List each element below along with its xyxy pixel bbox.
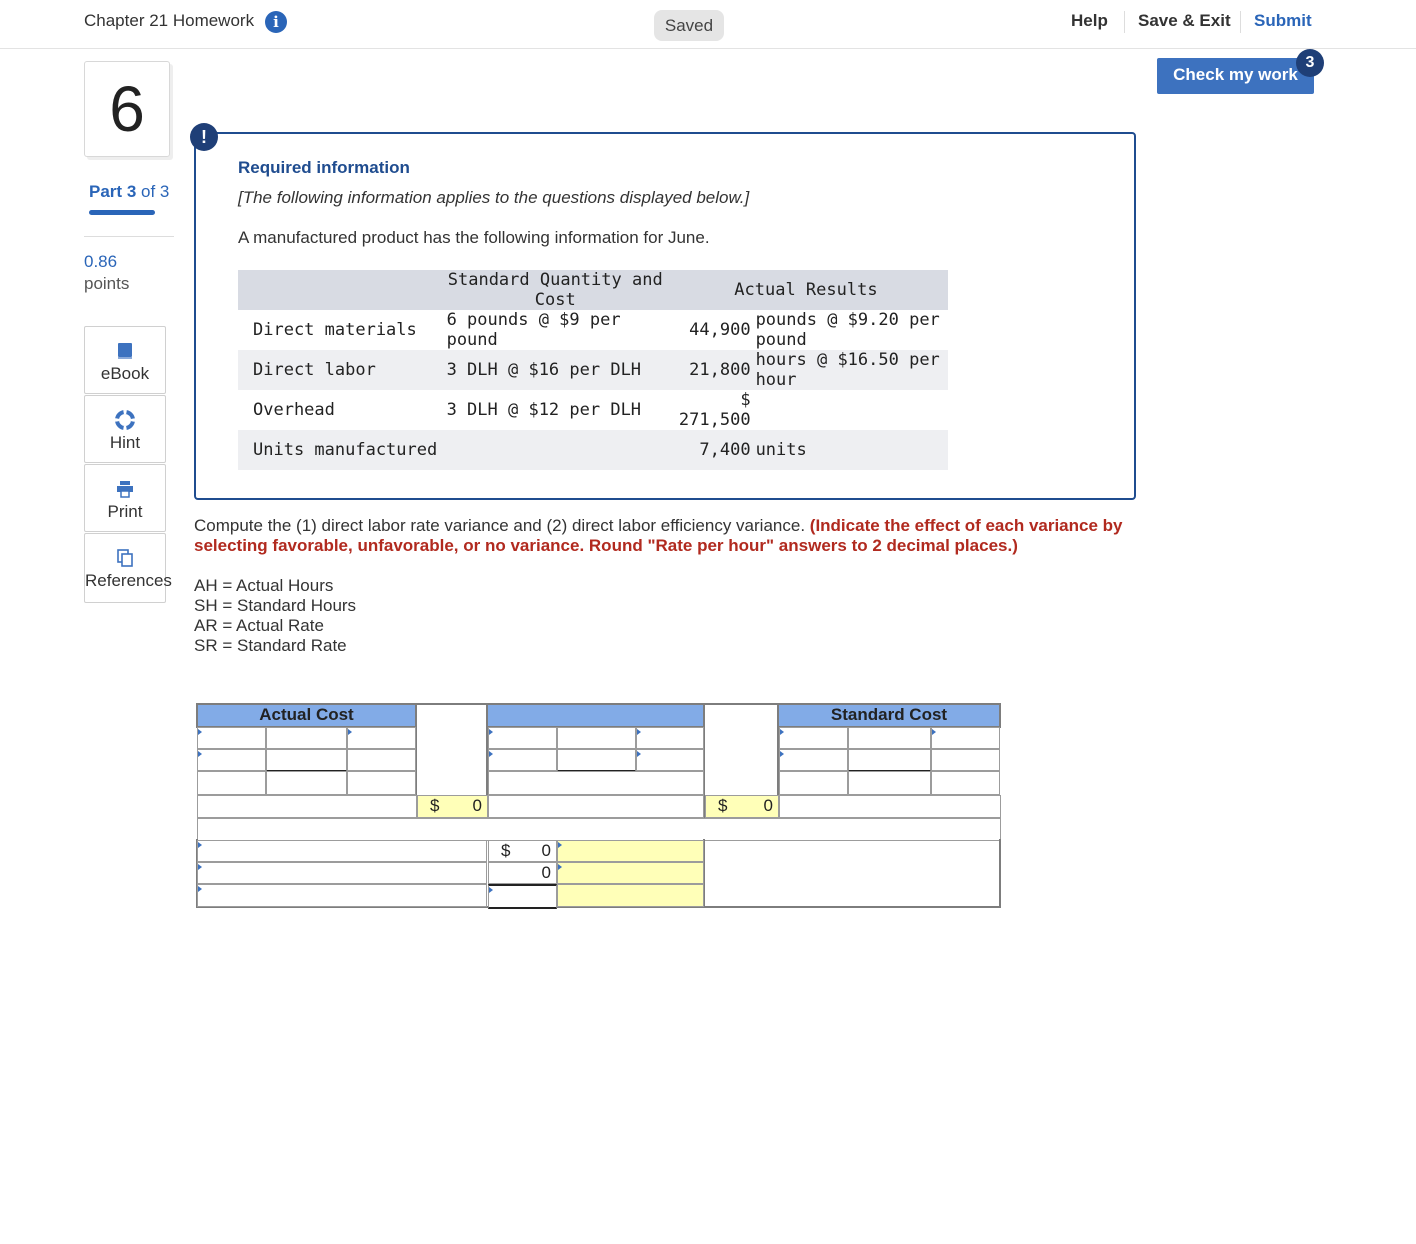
question-prompt (194, 516, 1134, 556)
row-item: Direct materials (253, 320, 417, 340)
sidebar-divider (84, 236, 174, 237)
question-number: 6 (84, 61, 170, 157)
dropdown-marker-icon (489, 729, 493, 735)
middle-total-value: 0 (763, 796, 773, 815)
ar-input[interactable] (266, 749, 347, 772)
dropdown-marker-icon (558, 864, 562, 870)
dropdown-marker-icon (489, 887, 493, 893)
table-row (238, 390, 948, 430)
ah-input[interactable] (266, 727, 347, 749)
standard-spacer (931, 771, 1000, 795)
sh-select[interactable] (779, 727, 848, 749)
check-attempts-badge: 3 (1296, 49, 1324, 77)
total-variance-effect-select[interactable] (557, 884, 704, 907)
table-row (238, 310, 948, 350)
hint-button[interactable] (84, 395, 166, 463)
currency-symbol: $ (501, 841, 511, 860)
row-actual-desc: hours @ $16.50 per hour (756, 350, 948, 390)
mid-rate-label-select[interactable] (488, 749, 557, 771)
question-text: Compute the (1) direct labor rate variance and (2) direct labor efficiency variance. (194, 516, 806, 535)
print-label: Print (107, 502, 143, 521)
rate-variance-label-select[interactable] (197, 840, 487, 862)
alert-icon: ! (190, 123, 218, 151)
ah-select[interactable] (197, 727, 266, 749)
save-exit-link[interactable]: Save & Exit (1138, 11, 1231, 30)
middle-header (486, 703, 705, 728)
dropdown-marker-icon (637, 751, 641, 757)
points-label: points (84, 274, 130, 293)
standard-spacer (779, 771, 848, 795)
abbreviation-ar: AR = Actual Rate (194, 616, 324, 635)
table-header-standard: Standard Quantity and Cost (447, 270, 663, 310)
actual-spacer (266, 771, 347, 795)
printer-icon (115, 479, 135, 499)
row-standard: 3 DLH @ $12 per DLH (446, 400, 642, 420)
middle-total-cell (705, 795, 779, 818)
hint-label: Hint (109, 433, 141, 452)
abbreviation-sh: SH = Standard Hours (194, 596, 357, 615)
question-instruction: (Indicate the effect of each variance by selecting favorable, unfavorable, or no variance. Round "Rate per hour" answers to 2 decimal places.) (194, 516, 1123, 555)
rate-variance-effect-select[interactable] (557, 840, 704, 862)
assignment-title: Chapter 21 Homework (84, 11, 255, 30)
dropdown-marker-icon (198, 842, 202, 848)
required-info-intro: A manufactured product has the following information for June. (238, 228, 710, 247)
currency-symbol: $ (718, 796, 728, 815)
variance-worksheet (196, 703, 1001, 908)
help-link[interactable]: Help (1071, 11, 1108, 30)
mid-rate-select[interactable] (636, 727, 704, 749)
row-item: Overhead (253, 400, 335, 420)
row-standard: 6 pounds @ $9 per pound (446, 310, 621, 350)
row-actual-qty: 44,900 (689, 320, 751, 340)
sr-select[interactable] (931, 727, 1000, 749)
row-standard: 3 DLH @ $16 per DLH (447, 350, 664, 390)
ar-label-select[interactable] (197, 749, 266, 771)
row-item: Direct labor (238, 350, 447, 390)
sr-unit-select[interactable] (931, 749, 1000, 771)
ar-unit-select[interactable] (347, 749, 416, 771)
actual-spacer (347, 771, 416, 795)
sr-label-select[interactable] (779, 749, 848, 771)
book-icon (115, 341, 135, 361)
ar-select[interactable] (347, 727, 416, 749)
actual-total-cell (417, 795, 488, 818)
table-row (238, 350, 948, 390)
dropdown-marker-icon (198, 751, 202, 757)
dropdown-marker-icon (637, 729, 641, 735)
dropdown-marker-icon (932, 729, 936, 735)
row-actual-qty: 7,400 (664, 430, 756, 470)
table-row (238, 430, 948, 470)
part-progress-bar (89, 210, 155, 215)
ebook-button[interactable] (84, 326, 166, 394)
rate-variance-amount[interactable] (488, 840, 557, 862)
efficiency-variance-amount[interactable] (488, 862, 557, 884)
dropdown-marker-icon (198, 886, 202, 892)
total-variance-amount[interactable] (488, 884, 557, 909)
copy-icon (115, 548, 135, 568)
mid-qty-input[interactable] (557, 727, 636, 749)
actual-cost-header: Actual Cost (196, 703, 417, 728)
table-header-actual: Actual Results (664, 270, 948, 310)
part-current: 3 (126, 182, 137, 201)
points-value: 0.86 (84, 252, 118, 271)
required-info-note: [The following information applies to the questions displayed below.] (238, 188, 750, 207)
currency-symbol: $ (430, 796, 440, 815)
submit-link[interactable]: Submit (1254, 11, 1312, 30)
dropdown-marker-icon (558, 842, 562, 848)
efficiency-variance-label-select[interactable] (197, 862, 487, 884)
table-header-row (238, 270, 948, 310)
mid-rate-input[interactable] (557, 749, 636, 772)
actual-spacer (197, 771, 266, 795)
part-indicator (89, 182, 169, 202)
dropdown-marker-icon (198, 729, 202, 735)
mid-qty-select[interactable] (488, 727, 557, 749)
part-prefix: Part (89, 182, 123, 201)
row-actual-qty: $ 271,500 (678, 390, 751, 430)
dropdown-marker-icon (348, 729, 352, 735)
mid-unit-select[interactable] (636, 749, 704, 771)
part-total: of 3 (141, 182, 170, 201)
sh-input[interactable] (848, 727, 931, 749)
sr-input[interactable] (848, 749, 931, 772)
worksheet-spacer-row (197, 818, 1001, 841)
references-label: References (85, 571, 172, 590)
dropdown-marker-icon (780, 729, 784, 735)
standard-spacer (848, 771, 931, 795)
dropdown-marker-icon (780, 751, 784, 757)
actual-total-value: 0 (472, 796, 482, 815)
cost-information-table (238, 270, 948, 470)
dropdown-marker-icon (489, 751, 493, 757)
totals-row-left (197, 795, 417, 818)
print-button[interactable] (84, 464, 166, 532)
totals-row-right (779, 795, 1001, 818)
ebook-label: eBook (100, 364, 150, 383)
totals-row-middle (488, 795, 704, 818)
required-info-title: Required information (238, 158, 410, 177)
row-item: Units manufactured (238, 430, 447, 470)
total-variance-label-select[interactable] (197, 884, 487, 907)
row-actual-desc (756, 390, 948, 430)
header-divider (1240, 11, 1241, 33)
standard-cost-header: Standard Cost (777, 703, 1001, 728)
row-actual-desc: units (756, 430, 948, 470)
saved-status-badge: Saved (654, 10, 724, 41)
info-icon[interactable]: i (265, 11, 287, 33)
header-divider (1124, 11, 1125, 33)
check-my-work-button[interactable]: Check my work (1157, 58, 1314, 94)
row-actual-desc: pounds @ $9.20 per pound (755, 310, 940, 350)
table-header-item (238, 270, 447, 310)
efficiency-variance-effect-select[interactable] (557, 862, 704, 884)
efficiency-variance-value: 0 (541, 863, 551, 882)
lifebuoy-icon (115, 410, 135, 430)
abbreviation-sr: SR = Standard Rate (194, 636, 347, 655)
row-standard (447, 430, 664, 470)
rate-variance-value: 0 (541, 841, 551, 860)
dropdown-marker-icon (198, 864, 202, 870)
references-button[interactable] (84, 533, 172, 603)
abbreviation-ah: AH = Actual Hours (194, 576, 334, 595)
row-actual-qty: 21,800 (664, 350, 756, 390)
middle-spacer (488, 771, 704, 795)
